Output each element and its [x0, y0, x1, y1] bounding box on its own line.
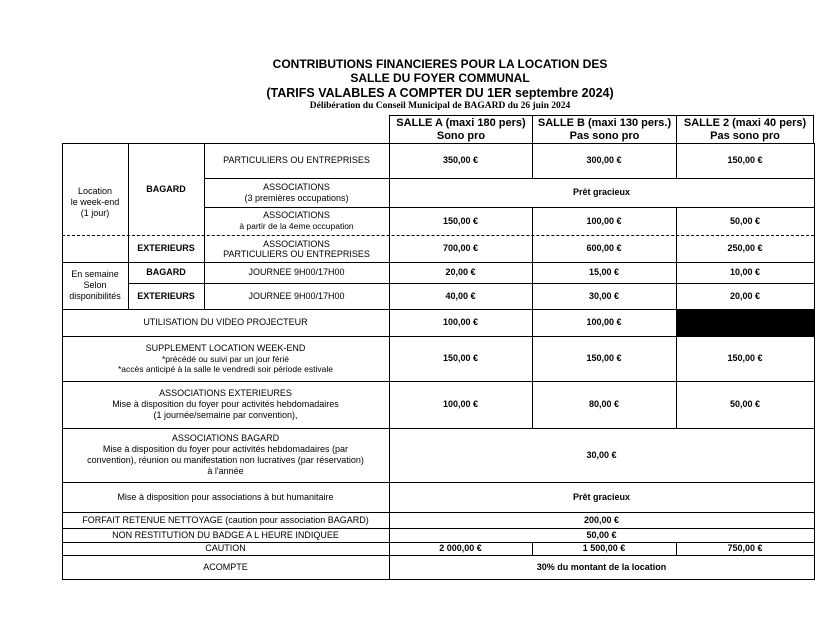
header-salle-2-sub: Pas sono pro: [710, 130, 780, 142]
row-label-humanitaire: Mise à disposition pour associations à but humanitaire: [117, 491, 334, 502]
price-bagard-semaine-a: 20,00 €: [445, 267, 476, 277]
row-label-particuliers: PARTICULIERS OU ENTREPRISES: [223, 155, 370, 165]
price-caution-a: 2 000,00 €: [439, 543, 482, 553]
price-particuliers-a: 350,00 €: [442, 155, 479, 165]
row-label-ext-semaine: JOURNEE 9H00/17H00: [248, 290, 345, 301]
header-salle-b-sub: Pas sono pro: [569, 130, 640, 142]
value-assoc-first: Prêt gracieux: [572, 187, 631, 197]
row-label-assoc-4: [204, 207, 389, 235]
group-bagard-weekend: BAGARD: [146, 183, 186, 194]
deliberation-note: Délibération du Conseil Municipal de BAGARD du 26 juin 2024: [309, 101, 571, 111]
assoc-bagard-title: ASSOCIATIONS BAGARD: [171, 433, 280, 443]
price-ext-weekend-b: 600,00 €: [586, 243, 622, 253]
price-caution-b: 1 500,00 €: [582, 543, 626, 553]
price-particuliers-b: 300,00 €: [586, 155, 622, 165]
grid-line: [814, 143, 815, 580]
price-supplement-a: 150,00 €: [442, 353, 479, 363]
row-label-assoc-first: [204, 178, 389, 207]
assoc-first-title: ASSOCIATIONS: [263, 181, 330, 192]
header-salle-b: [532, 115, 676, 143]
price-assoc-4-b: 100,00 €: [586, 215, 622, 226]
header-salle-b-name: SALLE B (maxi 130 pers.): [537, 117, 672, 129]
row-label-acompte: ACOMPTE: [203, 561, 248, 572]
row-label-assoc-bagard: [62, 428, 389, 482]
header-salle-a-sub: Sono pro: [436, 130, 486, 142]
group-bagard-semaine: BAGARD: [146, 267, 186, 277]
price-supplement-b: 150,00 €: [586, 353, 622, 363]
supplement-title: SUPPLEMENT LOCATION WEEK-END: [145, 342, 306, 353]
price-bagard-semaine-c: 10,00 €: [729, 267, 761, 277]
header-salle-a-name: SALLE A (maxi 180 pers): [396, 117, 526, 129]
group-semaine: En semaine Selon disponibilités: [69, 269, 121, 301]
row-label-ext-weekend: ASSOCIATIONS PARTICULIERS OU ENTREPRISES: [223, 238, 370, 259]
assoc-4-title: ASSOCIATIONS: [263, 210, 330, 220]
group-exterieurs-weekend: EXTERIEURS: [137, 243, 195, 253]
assoc-ext-sub: Mise à disposition du foyer pour activités hebdomadaires (1 journée/semaine par convention),: [112, 399, 339, 420]
supplement-sub: *précédé ou suivi par un jour férié *accès anticipé à la salle le vendredi soir période estivale: [118, 353, 333, 374]
title-line-3: (TARIFS VALABLES A COMPTER DU 1ER septembre 2024): [266, 86, 614, 100]
price-ext-semaine-b: 30,00 €: [588, 290, 620, 301]
price-ext-semaine-c: 20,00 €: [729, 290, 761, 301]
row-label-caution: CAUTION: [205, 543, 246, 553]
price-assoc-ext-a: 100,00 €: [442, 399, 479, 409]
assoc-4-sub: à partir de la 4eme occupation: [239, 221, 354, 231]
assoc-ext-title: ASSOCIATIONS EXTERIEURES: [159, 388, 292, 398]
value-humanitaire: Prêt gracieux: [572, 491, 631, 502]
price-ext-weekend-a: 700,00 €: [442, 243, 479, 253]
assoc-bagard-sub: Mise à disposition du foyer pour activités hebdomadaires (par convention), réunion ou manifestation non lucratives (par réservation) à l'année: [87, 444, 364, 476]
title-line-2: SALLE DU FOYER COMMUNAL: [350, 71, 530, 85]
value-assoc-bagard: 30,00 €: [586, 449, 617, 460]
group-exterieurs-semaine: EXTERIEURS: [137, 290, 195, 301]
price-supplement-c: 150,00 €: [727, 353, 763, 363]
row-label-assoc-ext: [62, 381, 389, 428]
price-caution-c: 750,00 €: [727, 543, 763, 553]
value-forfait: 200,00 €: [583, 514, 620, 525]
header-salle-2-name: SALLE 2 (maxi 40 pers): [683, 117, 807, 129]
price-video-a: 100,00 €: [442, 317, 479, 327]
header-salle-2: [676, 115, 814, 143]
price-assoc-4-c: 50,00 €: [729, 215, 761, 226]
row-label-forfait: FORFAIT RETENUE NETTOYAGE (caution pour association BAGARD): [82, 514, 369, 525]
group-weekend: Location le week-end (1 jour): [70, 186, 120, 218]
price-particuliers-c: 150,00 €: [727, 155, 763, 165]
price-bagard-semaine-b: 15,00 €: [588, 267, 620, 277]
grid-line: [62, 579, 814, 580]
price-ext-weekend-c: 250,00 €: [727, 243, 763, 253]
price-ext-semaine-a: 40,00 €: [445, 290, 476, 301]
row-label-bagard-semaine: JOURNEE 9H00/17H00: [248, 267, 345, 277]
row-label-supplement: [62, 336, 389, 381]
value-badge: 50,00 €: [586, 529, 617, 540]
value-acompte: 30% du montant de la location: [536, 561, 667, 572]
header-salle-a: [389, 115, 532, 143]
price-assoc-ext-b: 80,00 €: [588, 399, 620, 409]
row-label-badge: NON RESTITUTION DU BADGE A L HEURE INDIQUEE: [112, 529, 339, 540]
price-assoc-ext-c: 50,00 €: [729, 399, 761, 409]
row-label-video: UTILISATION DU VIDEO PROJECTEUR: [143, 317, 308, 327]
assoc-first-sub: (3 premières occupations): [244, 192, 349, 203]
masked-cell: [677, 309, 814, 336]
price-video-b: 100,00 €: [586, 317, 622, 327]
price-assoc-4-a: 150,00 €: [442, 215, 479, 226]
title-line-1: CONTRIBUTIONS FINANCIERES POUR LA LOCATION DES: [272, 57, 608, 71]
